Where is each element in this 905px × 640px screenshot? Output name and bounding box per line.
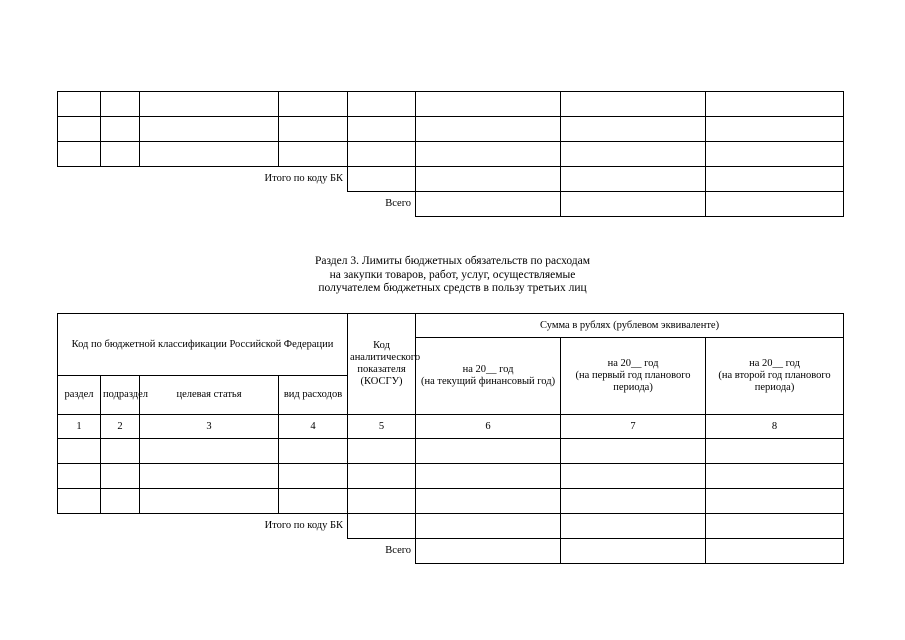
table-cell[interactable] (416, 92, 561, 117)
column-number: 6 (416, 415, 561, 439)
table-cell[interactable] (101, 92, 140, 117)
table-cell[interactable] (706, 117, 844, 142)
table-cell[interactable] (706, 464, 844, 489)
section3-table (57, 313, 844, 564)
table-cell[interactable] (416, 117, 561, 142)
table-cell[interactable] (706, 167, 844, 192)
section-table-continued (57, 91, 844, 217)
table-cell[interactable] (279, 142, 348, 167)
table-cell[interactable] (140, 142, 279, 167)
header-bk-code: Код по бюджетной классификации Российской Федерации (58, 314, 348, 376)
total-row (58, 192, 844, 217)
header-year-first (561, 338, 706, 415)
subtotal-row (58, 514, 844, 539)
header-year-first-line2: (на первый год планового периода) (575, 370, 691, 393)
table-cell[interactable] (416, 539, 561, 564)
table-cell[interactable] (348, 439, 416, 464)
column-numbers-row (58, 415, 844, 439)
section-title-line: Раздел 3. Лимиты бюджетных обязательств по расходам (314, 255, 591, 267)
header-row (58, 314, 844, 338)
table-row (58, 464, 844, 489)
column-number: 3 (140, 415, 279, 439)
subtotal-row (58, 167, 844, 192)
column-number: 1 (58, 415, 101, 439)
table-cell[interactable] (561, 142, 706, 167)
table-cell[interactable] (58, 439, 101, 464)
table-cell[interactable] (348, 142, 416, 167)
table-cell[interactable] (706, 142, 844, 167)
table-cell[interactable] (279, 464, 348, 489)
table-cell[interactable] (58, 92, 101, 117)
table-cell[interactable] (561, 464, 706, 489)
table-cell[interactable] (416, 142, 561, 167)
table-cell[interactable] (140, 439, 279, 464)
table-cell[interactable] (416, 464, 561, 489)
table-cell[interactable] (561, 117, 706, 142)
header-year-first-line1: на 20__ год (607, 358, 659, 369)
table-cell[interactable] (279, 439, 348, 464)
table-cell[interactable] (561, 489, 706, 514)
header-podrazdel: подраздел (101, 376, 140, 415)
table-cell[interactable] (416, 192, 561, 217)
column-number: 8 (706, 415, 844, 439)
table-cell[interactable] (561, 92, 706, 117)
header-razdel: раздел (58, 376, 101, 415)
table-cell[interactable] (706, 489, 844, 514)
header-year-current-line1: на 20__ год (462, 364, 514, 375)
table-row (58, 117, 844, 142)
total-row (58, 539, 844, 564)
table-cell[interactable] (561, 514, 706, 539)
column-number: 5 (348, 415, 416, 439)
table-cell[interactable] (101, 117, 140, 142)
table-cell[interactable] (706, 439, 844, 464)
table-cell[interactable] (58, 489, 101, 514)
table-cell[interactable] (279, 92, 348, 117)
table-cell[interactable] (416, 167, 561, 192)
header-year-current (416, 338, 561, 415)
table-row (58, 142, 844, 167)
table-cell[interactable] (416, 439, 561, 464)
table-row (58, 92, 844, 117)
section-title-line: на закупки товаров, работ, услуг, осуществляемые (329, 268, 576, 281)
header-celevaya: целевая статья (140, 376, 279, 415)
column-number: 7 (561, 415, 706, 439)
table-cell[interactable] (348, 489, 416, 514)
column-number: 4 (279, 415, 348, 439)
table-cell[interactable] (706, 539, 844, 564)
header-vid: вид расходов (279, 376, 348, 415)
table-cell[interactable] (706, 514, 844, 539)
header-sum: Сумма в рублях (рублевом эквиваленте) (416, 314, 844, 338)
table-cell[interactable] (101, 464, 140, 489)
table-cell[interactable] (561, 539, 706, 564)
header-year-second-line1: на 20__ год (749, 358, 800, 369)
header-year-second-line2: (на второй год планового периода) (718, 370, 831, 393)
header-analytic-code: Код аналитического показателя (КОСГУ) (348, 314, 416, 415)
section-title (0, 255, 905, 296)
table-cell[interactable] (58, 117, 101, 142)
table-cell[interactable] (58, 142, 101, 167)
column-number: 2 (101, 415, 140, 439)
table-cell[interactable] (101, 142, 140, 167)
table-cell[interactable] (348, 464, 416, 489)
table-row (58, 489, 844, 514)
table-cell[interactable] (279, 117, 348, 142)
table-cell[interactable] (348, 167, 416, 192)
table-cell[interactable] (561, 192, 706, 217)
table-row (58, 439, 844, 464)
subtotal-label: Итого по коду БК (58, 167, 348, 192)
table-cell[interactable] (58, 464, 101, 489)
subtotal-label: Итого по коду БК (58, 514, 348, 539)
table-cell[interactable] (348, 92, 416, 117)
table-cell[interactable] (101, 439, 140, 464)
table-cell[interactable] (140, 489, 279, 514)
section-title-line: получателем бюджетных средств в пользу третьих лиц (318, 282, 587, 294)
table-cell[interactable] (416, 489, 561, 514)
table-cell[interactable] (140, 117, 279, 142)
table-cell[interactable] (706, 192, 844, 217)
total-label: Всего (58, 192, 416, 217)
table-cell[interactable] (561, 167, 706, 192)
header-year-second (706, 338, 844, 415)
table-cell[interactable] (348, 117, 416, 142)
table-cell[interactable] (416, 514, 561, 539)
table-cell[interactable] (706, 92, 844, 117)
table-cell[interactable] (348, 514, 416, 539)
header-year-current-line2: (на текущий финансовый год) (420, 376, 556, 387)
table-cell[interactable] (140, 92, 279, 117)
table-cell[interactable] (101, 489, 140, 514)
table-cell[interactable] (561, 439, 706, 464)
table-cell[interactable] (279, 489, 348, 514)
table-cell[interactable] (140, 464, 279, 489)
total-label: Всего (58, 539, 416, 564)
